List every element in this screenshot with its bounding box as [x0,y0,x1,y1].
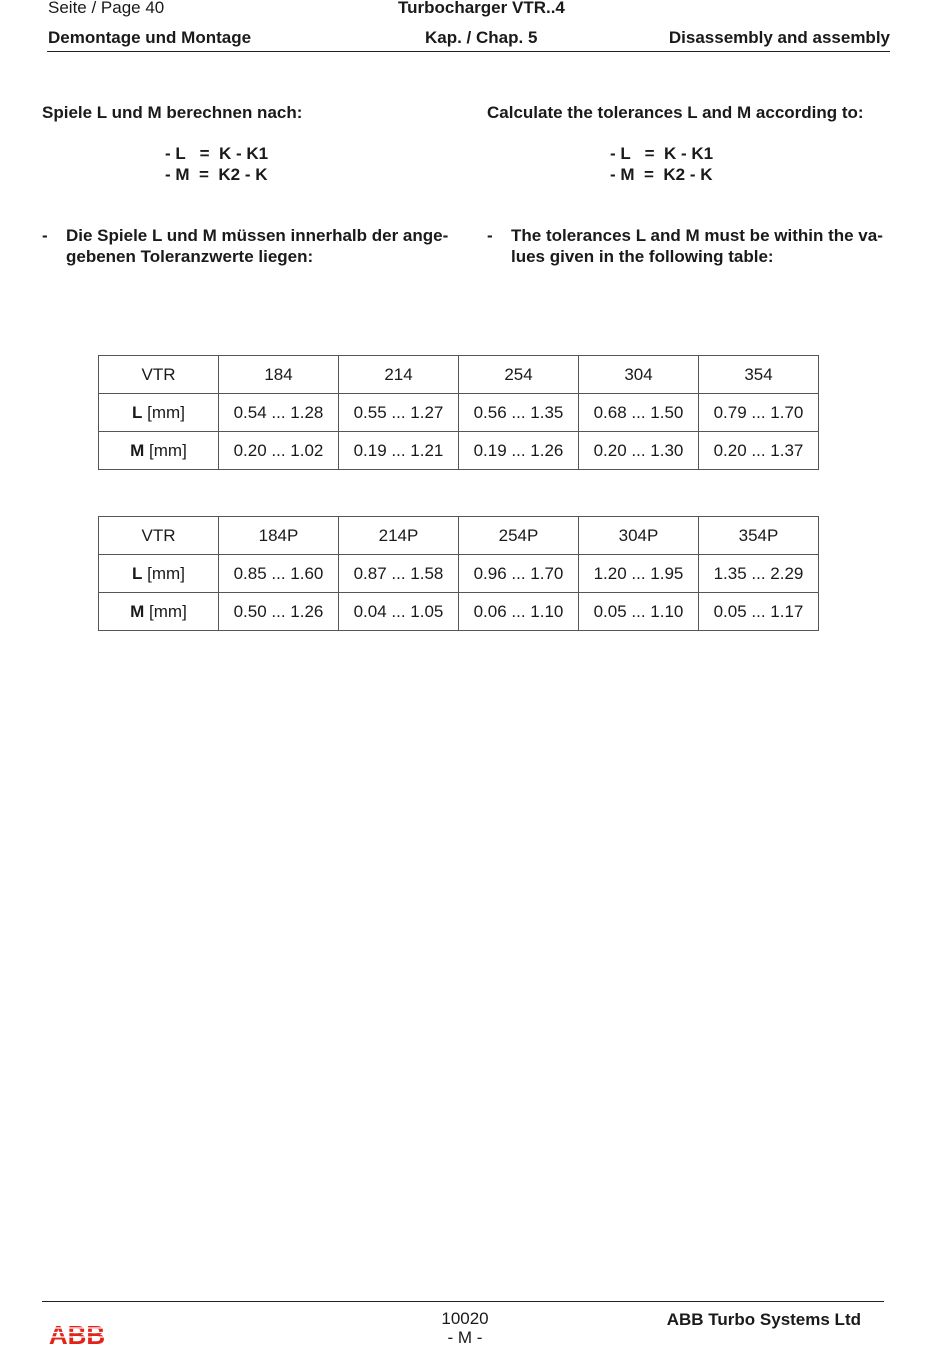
table-header-cell: VTR [99,517,219,555]
formula-m-de: - M = K2 - K [165,165,268,184]
bullet-dash: - [42,226,48,245]
table-header-cell: 354 [699,356,819,394]
bullet-en-line1: The tolerances L and M must be within the va- [511,226,883,245]
table-header-cell: 184 [219,356,339,394]
table-cell: 0.50 ... 1.26 [219,593,339,631]
table-cell: 0.96 ... 1.70 [459,555,579,593]
table-cell: 1.20 ... 1.95 [579,555,699,593]
formula-l-en: - L = K - K1 [610,144,714,163]
page-number: Seite / Page 40 [48,0,165,17]
bullet-en [487,225,907,267]
section-title-en: Disassembly and assembly [668,28,890,47]
heading-en: Calculate the tolerances L and M according to: [487,103,864,122]
table-header-cell: 254P [459,517,579,555]
footer-rule [42,1301,884,1302]
table-cell: 0.85 ... 1.60 [219,555,339,593]
table-header-cell: 184P [219,517,339,555]
table-cell: 0.54 ... 1.28 [219,394,339,432]
product-title: Turbocharger VTR..4 [398,0,565,17]
doc-number-block [380,1309,550,1347]
abb-logo [48,1322,106,1348]
bullet-de-line2: gebenen Toleranzwerte liegen: [66,247,314,266]
table-cell: 0.20 ... 1.30 [579,432,699,470]
table-cell: 0.68 ... 1.50 [579,394,699,432]
table-header-cell: 354P [699,517,819,555]
table-cell: 0.19 ... 1.26 [459,432,579,470]
bullet-de-text [66,225,448,267]
table-header-cell: 304 [579,356,699,394]
row-label-symbol: M [130,601,145,621]
tolerance-table-standard [98,355,819,470]
table-cell: 0.04 ... 1.05 [339,593,459,631]
abb-logo-text: ABB [48,1322,106,1348]
table-cell: 0.20 ... 1.02 [219,432,339,470]
table-header-cell: 254 [459,356,579,394]
row-label-symbol: L [132,402,143,422]
row-label [99,593,219,631]
table-cell: 0.55 ... 1.27 [339,394,459,432]
table-row [99,432,819,470]
bullet-de [42,225,462,267]
row-label-unit: [mm] [144,440,187,460]
table-cell: 0.87 ... 1.58 [339,555,459,593]
row-label [99,394,219,432]
bullet-en-line2: lues given in the following table: [511,247,774,266]
row-label [99,432,219,470]
header-rule [47,51,890,52]
row-label-unit: [mm] [142,402,185,422]
tolerance-table-p [98,516,819,631]
table-header-cell: VTR [99,356,219,394]
row-label-symbol: L [132,563,143,583]
table-cell: 0.06 ... 1.10 [459,593,579,631]
table-row [99,555,819,593]
formula-l-de: - L = K - K1 [165,144,269,163]
table-cell: 0.20 ... 1.37 [699,432,819,470]
bullet-dash: - [487,226,493,245]
chapter-label: Kap. / Chap. 5 [425,28,538,47]
table-cell: 1.35 ... 2.29 [699,555,819,593]
formula-m-en: - M = K2 - K [610,165,713,184]
table-row [99,593,819,631]
bullet-en-text [511,225,883,267]
heading-de: Spiele L und M berechnen nach: [42,103,303,122]
table-cell: 0.56 ... 1.35 [459,394,579,432]
table-cell: 0.19 ... 1.21 [339,432,459,470]
doc-number: 10020 [441,1309,489,1328]
table-row [99,394,819,432]
revision: - M - [447,1328,483,1347]
table-cell: 0.79 ... 1.70 [699,394,819,432]
table-cell: 0.05 ... 1.17 [699,593,819,631]
row-label [99,555,219,593]
row-label-symbol: M [130,440,145,460]
company-name: ABB Turbo Systems Ltd [666,1310,861,1329]
table-header-cell: 214P [339,517,459,555]
section-title-de: Demontage und Montage [48,28,252,47]
table-header-row [99,517,819,555]
table-header-row [99,356,819,394]
row-label-unit: [mm] [144,601,187,621]
bullet-de-line1: Die Spiele L und M müssen innerhalb der ange- [66,226,449,245]
table-header-cell: 214 [339,356,459,394]
row-label-unit: [mm] [142,563,185,583]
table-cell: 0.05 ... 1.10 [579,593,699,631]
table-header-cell: 304P [579,517,699,555]
